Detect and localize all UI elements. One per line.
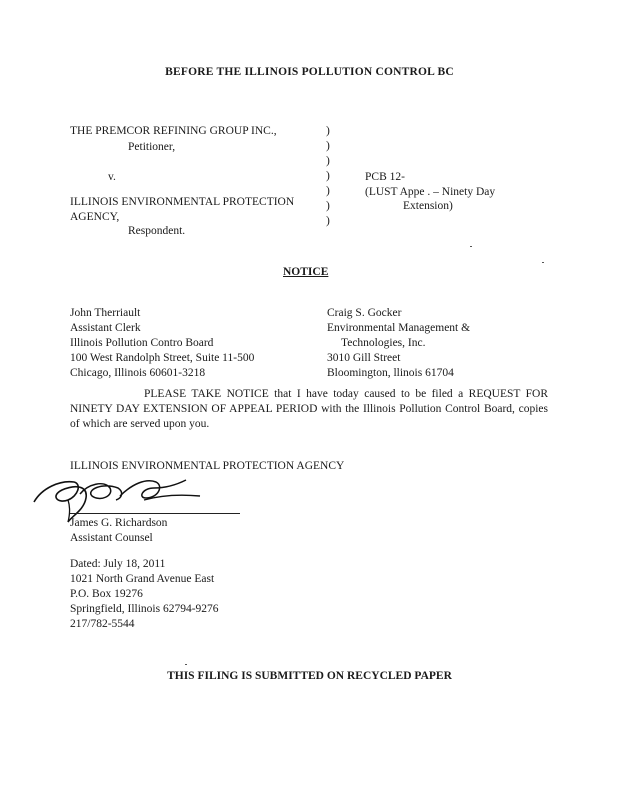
respondent-role: Respondent. <box>128 225 186 237</box>
contact-line: P.O. Box 19276 <box>70 588 143 600</box>
address-line: 3010 Gill Street <box>327 352 401 364</box>
scan-speck <box>542 262 544 263</box>
address-line: Environmental Management & <box>327 322 471 334</box>
document-title: BEFORE THE ILLINOIS POLLUTION CONTROL BC <box>165 66 454 78</box>
petitioner-name: THE PREMCOR REFINING GROUP INC., <box>70 125 277 137</box>
scan-speck <box>185 664 187 665</box>
address-line: 100 West Randolph Street, Suite 11-500 <box>70 352 255 364</box>
signer-name: James G. Richardson <box>70 517 168 529</box>
contact-block <box>70 557 219 632</box>
address-right <box>327 306 470 381</box>
signature-line <box>70 513 240 514</box>
address-line: Craig S. Gocker <box>327 307 402 319</box>
notice-paragraph: PLEASE TAKE NOTICE that I have today caused to be filed a REQUEST FOR NINETY DAY EXTENSION OF APPEAL PERIOD with the Illinois Pollution Control Board, copies of which are served upon you. <box>70 388 548 430</box>
caption-paren: ) <box>326 140 330 152</box>
contact-line: Dated: July 18, 2011 <box>70 558 166 570</box>
caption-paren: ) <box>326 200 330 212</box>
address-line: Bloomington, llinois 61704 <box>327 367 454 379</box>
respondent-name-line1: ILLINOIS ENVIRONMENTAL PROTECTION <box>70 196 295 208</box>
case-number: PCB 12- <box>365 171 405 183</box>
caption-paren: ) <box>326 170 330 182</box>
contact-line: 1021 North Grand Avenue East <box>70 573 215 585</box>
scan-speck <box>470 246 472 247</box>
case-type-line1: (LUST Appe . – Ninety Day <box>365 186 496 198</box>
address-line: Technologies, Inc. <box>341 337 426 349</box>
notice-heading: NOTICE <box>283 266 329 278</box>
petitioner-role: Petitioner, <box>128 141 176 153</box>
caption-paren: ) <box>326 125 330 137</box>
respondent-name-line2: AGENCY, <box>70 211 120 223</box>
signature-agency: ILLINOIS ENVIRONMENTAL PROTECTION AGENCY <box>70 460 345 472</box>
case-type-line2: Extension) <box>403 200 453 212</box>
recycled-paper-footer: THIS FILING IS SUBMITTED ON RECYCLED PAPER <box>167 670 452 682</box>
caption-paren: ) <box>326 215 330 227</box>
address-line: Illinois Pollution Contro Board <box>70 337 214 349</box>
contact-line: 217/782-5544 <box>70 618 135 630</box>
address-left <box>70 306 254 381</box>
caption-paren: ) <box>326 185 330 197</box>
address-line: Assistant Clerk <box>70 322 141 334</box>
versus-label: v. <box>108 171 116 183</box>
address-line: John Therriault <box>70 307 141 319</box>
address-line: Chicago, Illinois 60601-3218 <box>70 367 206 379</box>
signer-title: Assistant Counsel <box>70 532 153 544</box>
contact-line: Springfield, Illinois 62794-9276 <box>70 603 219 615</box>
caption-paren: ) <box>326 155 330 167</box>
